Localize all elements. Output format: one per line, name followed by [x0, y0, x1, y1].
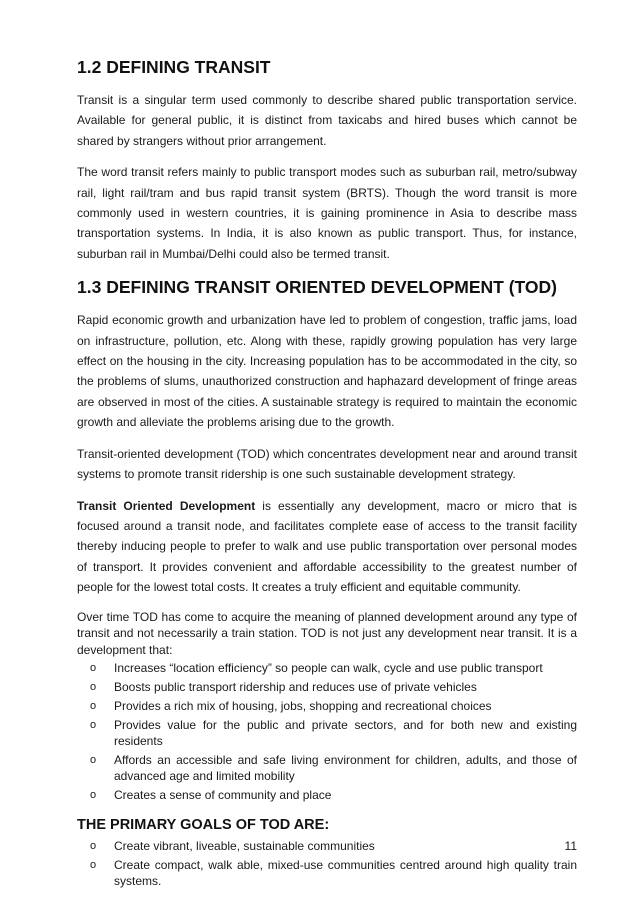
tod-features-list — [77, 660, 577, 803]
bullet-marker: o — [90, 662, 97, 675]
list-item — [77, 857, 577, 889]
list-item-text: Creates a sense of community and place — [114, 788, 332, 803]
paragraph-transit-modes: The word transit refers mainly to public transport modes such as suburban rail, metro/subway rail, light rail/tram and bus rapid transit system (BRTS). Though the word transit is more commonly used in western countries, it is gaining prominence in Asia to describe mass transportation systems. In India, it is also known as public transport. Thus, for instance, suburban rail in Mumbai/Delhi could also be termed transit. — [77, 165, 577, 261]
list-item — [77, 838, 577, 854]
tod-definition-text: is essentially any development, macro or micro that is focused around a transit node, and facilitates complete ease of access to the transit facility thereby inducing people to prefer to walk and use public transportation over personal modes of transport. It provides convenient and affordable accessibility to the greatest number of people for the lowest total costs. It creates a truly efficient and equitable community. — [77, 498, 577, 595]
list-item-text: Provides value for the public and private sectors, and for both new and existing residents — [114, 718, 577, 749]
paragraph-tod-definition — [77, 496, 577, 598]
section-heading-defining-transit: 1.2 DEFINING TRANSIT — [77, 57, 271, 77]
list-item-text: Provides a rich mix of housing, jobs, shopping and recreational choices — [114, 699, 492, 714]
bullet-marker: o — [90, 700, 97, 713]
section-heading-defining-tod: 1.3 DEFINING TRANSIT ORIENTED DEVELOPMENT (TOD) — [77, 277, 557, 298]
paragraph-urbanization-problems: Rapid economic growth and urbanization have led to problem of congestion, traffic jams, load on infrastructure, pollution, etc. Along with these, rapidly growing population has very large effect on the housing in the city. Increasing population has to be accommodated in the city, so the problems of slums, unauthorized construction and haphazard development of fringe areas are observed in most of the cities. A sustainable strategy is required to maintain the economic growth and alleviate the problems arising due to the growth. — [77, 313, 577, 430]
document-page — [77, 56, 577, 892]
tod-goals-list — [77, 838, 577, 889]
tod-bold-term: Transit Oriented Development — [77, 498, 256, 513]
list-item — [77, 679, 577, 695]
bullet-marker: o — [90, 859, 97, 872]
list-item — [77, 660, 577, 676]
list-item-text: Increases “location efficiency” so people can walk, cycle and use public transport — [114, 661, 543, 676]
list-item — [77, 717, 577, 749]
list-item — [77, 787, 577, 803]
paragraph-tod-strategy: Transit-oriented development (TOD) which concentrates development near and around transit systems to promote transit ridership is one such sustainable development strategy. — [77, 446, 577, 482]
list-item — [77, 752, 577, 784]
list-item-text: Create compact, walk able, mixed-use communities centred around high quality train systems. — [114, 858, 577, 889]
bullet-marker: o — [90, 754, 97, 767]
paragraph-tod-meaning: Over time TOD has come to acquire the meaning of planned development around any type of transit and not necessarily a train station. TOD is not just any development near transit. It is a development that: — [77, 609, 577, 657]
bullet-marker: o — [90, 840, 97, 853]
list-item — [77, 698, 577, 714]
page-number: 11 — [564, 839, 577, 853]
list-item-text: Boosts public transport ridership and reduces use of private vehicles — [114, 680, 477, 695]
list-item-text: Create vibrant, liveable, sustainable communities — [114, 839, 375, 854]
section-heading-primary-goals: THE PRIMARY GOALS OF TOD ARE: — [77, 817, 330, 834]
list-item-text: Affords an accessible and safe living environment for children, adults, and those of advanced age and limited mobility — [114, 753, 577, 784]
bullet-marker: o — [90, 719, 97, 732]
bullet-marker: o — [90, 789, 97, 802]
bullet-marker: o — [90, 681, 97, 694]
paragraph-transit-definition: Transit is a singular term used commonly to describe shared public transportation service. Available for general public, it is distinct from taxicabs and hired buses which cannot be shared by strangers without prior arrangement. — [77, 93, 577, 148]
